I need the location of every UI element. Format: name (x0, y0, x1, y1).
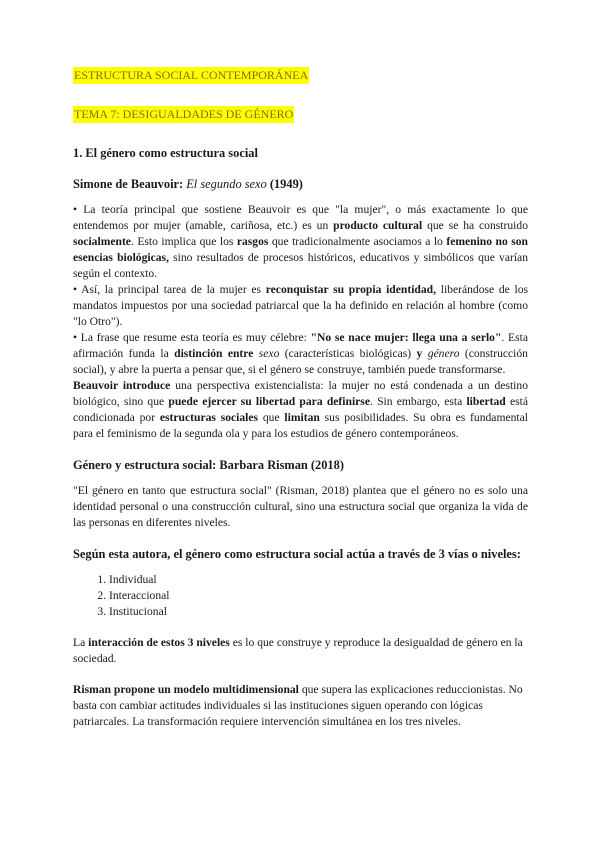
beauvoir-paragraph: Beauvoir introduce una perspectiva existencialista: la mujer no está condenada a un destino biológico, sino que puede ejercer su libertad para definirse. Sin embargo, esta libertad está condicionada por estructuras sociales que limitan sus posibilidades. Su obra es fundamental para el feminismo de la segunda ola y para los estudios de género contemporáneos. (73, 379, 528, 440)
topic-title: TEMA 7: DESIGUALDADES DE GÉNERO (74, 107, 294, 121)
list-item: 2. Interaccional (109, 588, 528, 604)
list-item: 3. Institucional (109, 604, 528, 620)
bullet-3: • La frase que resume esta teoría es muy célebre: "No se nace mujer: llega una a serlo". Esta afirmación funda la distinción entre sexo (características biológicas) y género (construcción social), y abre la puerta a pensar que, si el género se construye, también puede transformarse. (73, 331, 528, 376)
beauvoir-book: El segundo sexo (186, 177, 267, 191)
beauvoir-year: (1949) (266, 177, 303, 191)
model-paragraph: Risman propone un modelo multidimensional que supera las explicaciones reduccionistas. No basta con cambiar actitudes individuales si las instituciones siguen operando con lógicas patriarcales. La transformación requiere intervención simultánea en los tres niveles. (73, 683, 523, 728)
beauvoir-heading (73, 176, 528, 192)
levels-intro: Según esta autora, el género como estructura social actúa a través de 3 vías o niveles: (73, 547, 521, 561)
section-heading: 1. El género como estructura social (73, 146, 258, 160)
bullet-1: • La teoría principal que sostiene Beauvoir es que "la mujer", o más exactamente lo que entendemos por mujer (amable, cariñosa, etc.) es un producto cultural que se ha construido socialmente. Esto implica que los rasgos que tradicionalmente asociamos a lo femenino no son esencias biológicas, sino resultados de procesos históricos, educativos y simbólicos que varían según el contexto. (73, 203, 528, 280)
levels-list (73, 572, 528, 620)
interaction-paragraph: La interacción de estos 3 niveles es lo que construye y reproduce la desigualdad de género en la sociedad. (73, 636, 523, 665)
risman-heading: Género y estructura social: Barbara Risman (2018) (73, 458, 344, 472)
course-title: ESTRUCTURA SOCIAL CONTEMPORÁNEA (74, 68, 309, 82)
beauvoir-author: Simone de Beauvoir: (73, 177, 187, 191)
document-content (73, 67, 528, 730)
list-item: 1. Individual (109, 572, 528, 588)
bullet-2: • Así, la principal tarea de la mujer es reconquistar su propia identidad, liberándose de los mandatos impuestos por una sociedad patriarcal que la ha definido en relación al hombre (como "lo Otro"). (73, 283, 529, 328)
risman-paragraph: "El género en tanto que estructura social" (Risman, 2018) plantea que el género no es solo una identidad personal o una construcción cultural, sino una estructura social que organiza la vida de las personas en diferentes niveles. (73, 484, 528, 529)
